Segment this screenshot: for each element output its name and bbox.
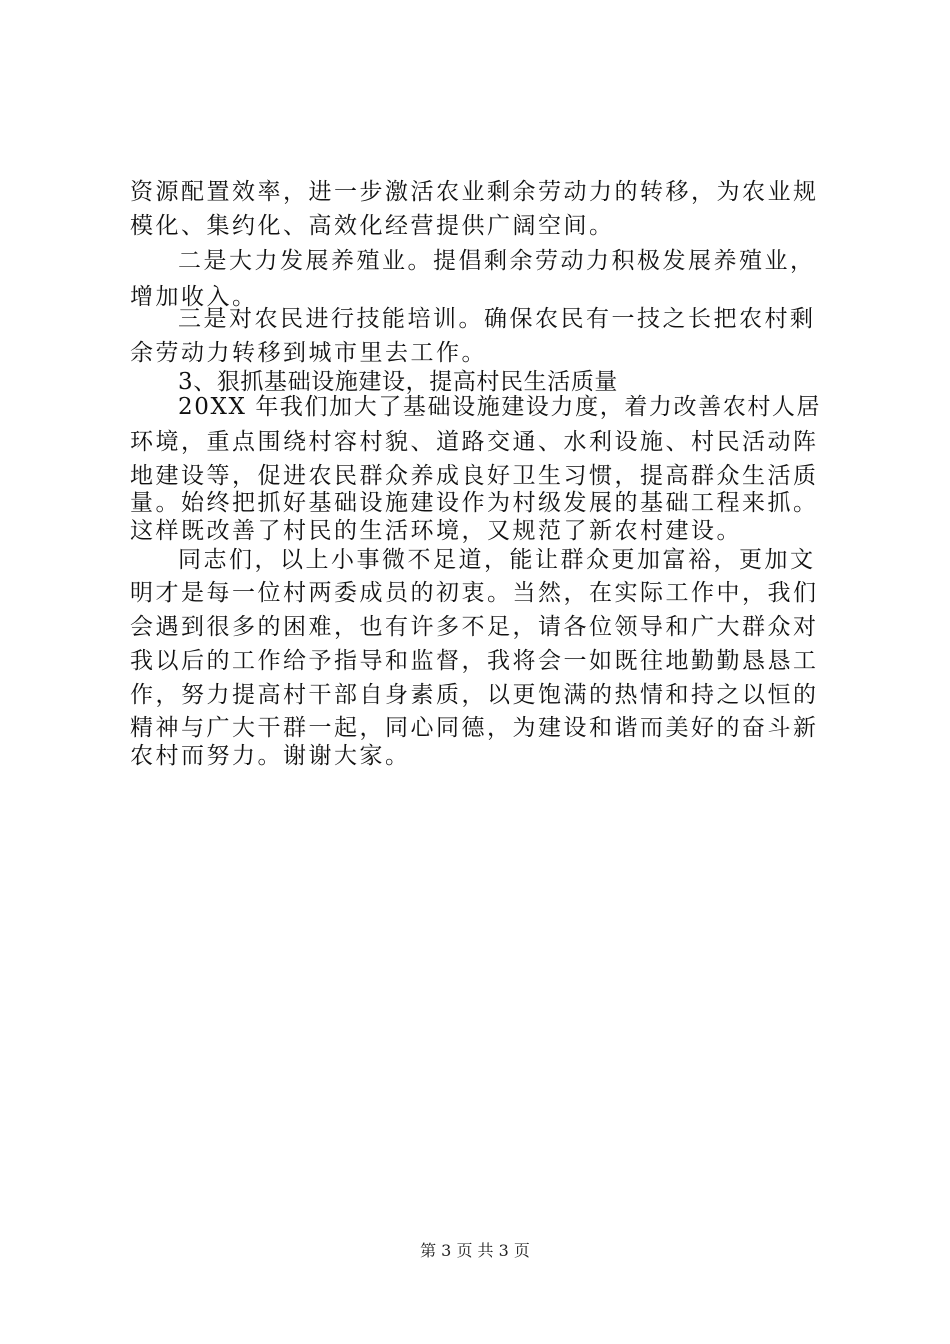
paragraph-line: 二是大力发展养殖业。提倡剩余劳动力积极发展养殖业，: [178, 248, 816, 274]
paragraph-line: 增加收入。: [130, 284, 258, 310]
page-number-footer: 第 3 页 共 3 页: [420, 1241, 530, 1260]
paragraph-line: 量。始终把抓好基础设施建设作为村级发展的基础工程来抓。: [130, 490, 819, 516]
paragraph-line: 同志们，以上小事微不足道，能让群众更加富裕，更加文: [178, 547, 816, 573]
paragraph-line: 资源配置效率，进一步激活农业剩余劳动力的转移，为农业规: [130, 179, 819, 205]
paragraph-line: 会遇到很多的困难，也有许多不足，请各位领导和广大群众对: [130, 614, 819, 640]
paragraph-line: 环境，重点围绕村容村貌、道路交通、水利设施、村民活动阵: [130, 429, 819, 455]
paragraph-line: 地建设等，促进农民群众养成良好卫生习惯，提高群众生活质: [130, 463, 819, 489]
paragraph-line: 农村而努力。谢谢大家。: [130, 743, 411, 769]
paragraph-line: 这样既改善了村民的生活环境，又规范了新农村建设。: [130, 518, 742, 544]
paragraph-line: 模化、集约化、高效化经营提供广阔空间。: [130, 213, 615, 239]
paragraph-line: 三是对农民进行技能培训。确保农民有一技之长把农村剩: [178, 306, 816, 332]
paragraph-line: 明才是每一位村两委成员的初衷。当然，在实际工作中，我们: [130, 580, 819, 606]
paragraph-line: 我以后的工作给予指导和监督，我将会一如既往地勤勤恳恳工: [130, 648, 819, 674]
section-heading: 3、狠抓基础设施建设，提高村民生活质量: [178, 369, 619, 395]
paragraph-line: 作，努力提高村干部自身素质，以更饱满的热情和持之以恒的: [130, 682, 819, 708]
paragraph-line: 精神与广大干群一起，同心同德，为建设和谐而美好的奋斗新: [130, 715, 819, 741]
paragraph-line: 20XX 年我们加大了基础设施建设力度，着力改善农村人居: [178, 394, 822, 420]
paragraph-line: 余劳动力转移到城市里去工作。: [130, 340, 487, 366]
